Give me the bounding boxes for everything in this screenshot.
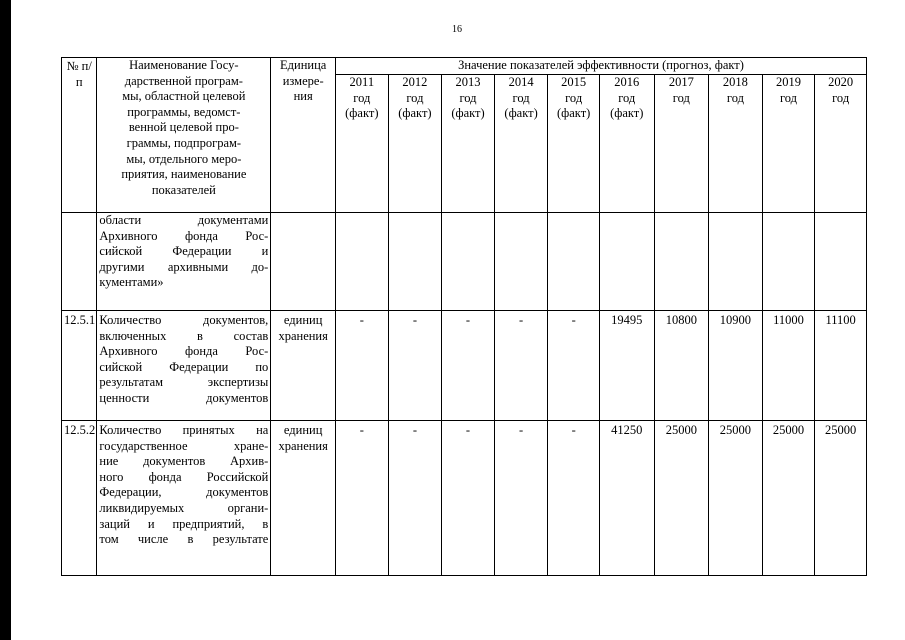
row-value-2011: -: [336, 311, 389, 421]
header-year-year: 2014: [508, 75, 534, 89]
header-year-suffix: год: [512, 90, 530, 105]
row-value-2020: 25000: [815, 421, 867, 576]
row-name-line: результатам экспертизы: [99, 375, 269, 390]
header-unit-line: Единица: [280, 58, 327, 72]
indicators-table: [61, 57, 867, 576]
header-group-title: Значение показателей эффективности (прогноз, факт): [336, 58, 867, 75]
row-value-2020: [815, 213, 867, 311]
row-value-2014: -: [494, 421, 548, 576]
header-unit-line: измере-: [282, 73, 324, 88]
row-name-line: Федерации, документов: [99, 485, 269, 500]
row-name-line: Количество принятых на: [99, 423, 269, 437]
row-name-line: Архивного фонда Рос-: [99, 228, 269, 243]
row-value-2018: 10900: [709, 311, 763, 421]
header-year-year: 2017: [668, 75, 694, 89]
row-value-2019: 25000: [762, 421, 815, 576]
row-number: 12.5.2: [62, 421, 97, 576]
row-name-line: другими архивными до-: [99, 259, 269, 274]
row-value-2014: -: [494, 311, 548, 421]
row-value-2011: -: [336, 421, 389, 576]
table-row: [62, 311, 867, 421]
header-year-note: (факт): [398, 106, 432, 121]
header-name: [97, 58, 271, 213]
header-year-note: (факт): [556, 106, 591, 121]
row-value-2014: [494, 213, 548, 311]
row-value-2017: [654, 213, 709, 311]
header-year-suffix: год: [459, 90, 477, 105]
header-year-suffix: год: [406, 90, 424, 105]
header-year-year: 2013: [455, 75, 481, 89]
header-year-2016: [599, 75, 654, 213]
header-year-2011: [336, 75, 389, 213]
row-name-line: ликвидируемых органи-: [99, 500, 269, 515]
row-value-2016: [599, 213, 654, 311]
row-value-2019: [762, 213, 815, 311]
row-value-2015: -: [548, 311, 600, 421]
header-year-suffix: год: [726, 90, 744, 105]
header-year-2013: [442, 75, 495, 213]
row-value-2019: 11000: [762, 311, 815, 421]
header-year-2015: [548, 75, 600, 213]
header-name-line: венной целевой про-: [128, 120, 239, 135]
row-name-line: ного фонда Российской: [99, 469, 269, 484]
row-unit-line: единиц: [283, 313, 323, 327]
row-unit-line: хранения: [278, 328, 328, 343]
header-year-year: 2016: [614, 75, 640, 89]
header-year-suffix: год: [565, 90, 583, 105]
row-value-2017: 10800: [654, 311, 709, 421]
header-year-2019: [762, 75, 815, 213]
row-name-line: включенных в состав: [99, 328, 269, 343]
row-value-2012: -: [388, 421, 442, 576]
header-unit-line: ния: [293, 89, 313, 104]
header-year-suffix: год: [832, 90, 850, 105]
row-name-line: области документами: [99, 213, 269, 227]
scan-margin-bar: [0, 0, 11, 640]
row-unit: [271, 311, 336, 421]
row-value-2013: -: [442, 421, 495, 576]
header-name-line: Наименование Госу-: [129, 58, 239, 72]
header-year-year: 2018: [722, 75, 748, 89]
row-name-line: ценности документов: [99, 390, 269, 405]
row-value-2015: -: [548, 421, 600, 576]
header-year-suffix: год: [672, 90, 690, 105]
header-name-line: дарственной програм-: [124, 73, 243, 88]
row-value-2017: 25000: [654, 421, 709, 576]
row-name: [97, 213, 271, 311]
row-value-2011: [336, 213, 389, 311]
header-year-note: (факт): [610, 106, 644, 121]
header-row-1: [62, 58, 867, 75]
row-value-2012: [388, 213, 442, 311]
row-name-line: государственное хране-: [99, 438, 269, 453]
header-year-year: 2012: [402, 75, 428, 89]
row-value-2018: [709, 213, 763, 311]
row-name-line: Архивного фонда Рос-: [99, 344, 269, 359]
row-value-2015: [548, 213, 600, 311]
header-unit: [271, 58, 336, 213]
header-year-note: (факт): [451, 106, 485, 121]
header-year-year: 2020: [828, 75, 854, 89]
row-name-line: кументами»: [99, 275, 164, 290]
row-number: 12.5.1: [62, 311, 97, 421]
header-year-2020: [815, 75, 867, 213]
header-year-suffix: год: [618, 90, 636, 105]
header-num: [62, 58, 97, 213]
row-name-line: Количество документов,: [99, 313, 269, 327]
row-unit-line: хранения: [278, 438, 328, 453]
header-name-line: программы, ведомст-: [127, 104, 241, 119]
header-year-2018: [709, 75, 763, 213]
header-year-2014: [494, 75, 548, 213]
row-name: [97, 421, 271, 576]
page-number: 16: [452, 24, 462, 35]
table-row: [62, 421, 867, 576]
row-number: [62, 213, 97, 311]
header-name-line: мы, отдельного меро-: [126, 151, 242, 166]
header-year-suffix: год: [353, 90, 371, 105]
row-unit-line: единиц: [283, 423, 323, 437]
header-name-line: мы, областной целевой: [122, 89, 246, 104]
header-name-line: показателей: [151, 182, 216, 197]
row-name-line: заций и предприятий, в: [99, 516, 269, 531]
row-value-2018: 25000: [709, 421, 763, 576]
row-name-line: сийской Федерации и: [99, 244, 269, 259]
row-name-line: том числе в результате: [99, 532, 269, 547]
row-value-2012: -: [388, 311, 442, 421]
table-row: [62, 213, 867, 311]
header-num-text: № п/п: [66, 59, 92, 89]
row-value-2020: 11100: [815, 311, 867, 421]
row-name-line: сийской Федерации по: [99, 359, 269, 374]
header-year-year: 2015: [561, 75, 587, 89]
header-year-year: 2011: [349, 75, 375, 89]
row-value-2016: 19495: [599, 311, 654, 421]
header-year-note: (факт): [504, 106, 538, 121]
header-name-line: граммы, подпрограм-: [126, 135, 242, 150]
header-year-2017: [654, 75, 709, 213]
header-year-suffix: год: [779, 90, 798, 105]
row-name-line: ние документов Архив-: [99, 454, 269, 469]
row-value-2013: -: [442, 311, 495, 421]
row-name: [97, 311, 271, 421]
header-year-2012: [388, 75, 442, 213]
row-value-2016: 41250: [599, 421, 654, 576]
header-name-line: приятия, наименование: [121, 167, 247, 182]
row-value-2013: [442, 213, 495, 311]
row-unit: [271, 421, 336, 576]
header-year-note: (факт): [345, 106, 379, 121]
row-unit: [271, 213, 336, 311]
header-year-year: 2019: [776, 75, 801, 89]
